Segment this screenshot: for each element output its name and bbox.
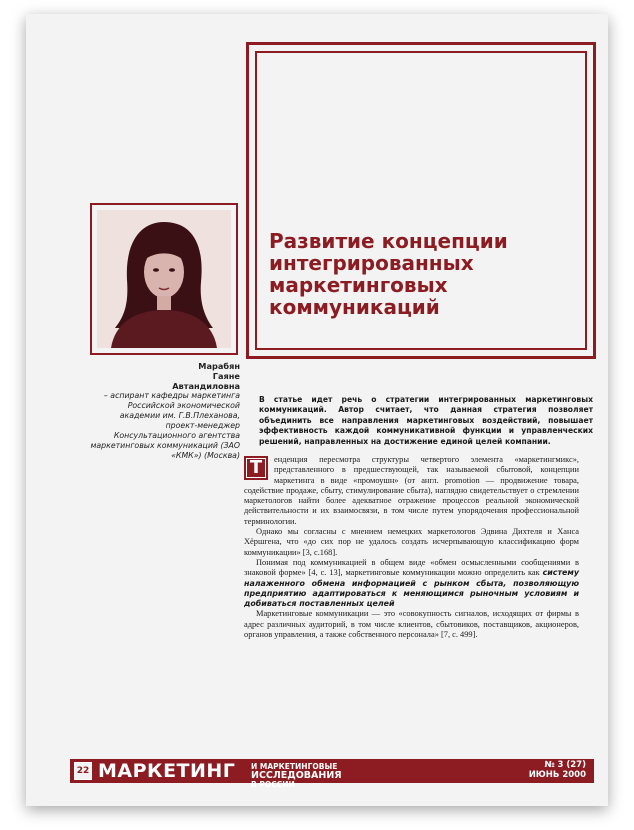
title-line: интегрированных: [269, 251, 474, 275]
issue-info: [529, 761, 586, 780]
journal-subtitle-line: [251, 771, 373, 789]
body-text: енденция пересмотра структуры четвертого элемента «маркетингмикс», представленного в предшествующей, так называемой сбытовой, концепции маркетинга в виде «промоушн» (от англ. promotion — продвижение товара, содействие продаже, сбыту, стимулирование сбыта), наглядно свидетельствует о стремлении маркетологов найти более адекватное отражение процессов реальной экономической действительности и их взаимосвязи, в том числе путем упорядочения профессиональной терминологии.: [244, 455, 579, 526]
body-paragraph: Однако мы согласны с мнением немецких маркетологов Эдвина Дихтеля и Ханса Хёршгена, что «до сих пор не удалось создать исчерпывающую классификацию форм коммуникации» [3, с.168].: [244, 527, 579, 557]
article-body: [244, 455, 579, 640]
issue-number: № 3 (27): [544, 760, 586, 770]
issue-date: ИЮНЬ 2000: [528, 769, 586, 780]
page-number: 22: [74, 762, 92, 780]
journal-subtitle-small: В РОССИИ: [251, 780, 295, 789]
magazine-page: [26, 14, 608, 806]
title-line: маркетинговых: [269, 273, 448, 297]
author-photo: [97, 210, 231, 348]
drop-cap: Т: [244, 456, 268, 480]
title-line: Развитие концепции: [269, 229, 508, 253]
author-name-line: Автандиловна: [172, 381, 240, 391]
emphasized-definition: систему налаженного обмена информацией с рынком сбыта, позволяющую предприятию адаптироваться к меняющимся рыночным условиям и добиваться поставленных целей: [244, 568, 579, 609]
author-photo-frame: [90, 203, 238, 355]
body-paragraph: Маркетинговые коммуникации — это «совокупность сигналов, исходящих от фирмы в адрес различных аудиторий, в том числе клиентов, сбытовиков, поставщиков, акционеров, органов управления, а также собственного персонала» [7, с. 499].: [244, 609, 579, 640]
portrait-image: [97, 210, 231, 348]
author-info: [86, 361, 240, 461]
author-bio: – аспирант кафедры маркетинга Российской экономической академии им. Г.В.Плеханова, проект-менеджер Консультационного агентства маркетинговых коммуникаций (ЗАО «КМК») (Москва): [90, 391, 240, 460]
journal-brand: МАРКЕТИНГ: [98, 760, 236, 782]
author-name-line: Гаяне: [212, 371, 240, 381]
journal-subtitle-line: И МАРКЕТИНГОВЫЕ: [251, 762, 338, 771]
body-paragraph: [244, 558, 579, 609]
author-name-line: Марабян: [198, 361, 240, 371]
article-lead: В статье идет речь о стратегии интегрированных маркетинговых коммуникаций. Автор считает, что данная стратегия позволяет объединить все направления маркетинговых воздействий, повышает эффективность каждой коммуникативной функции и управленческих решений, направленных на достижение единой целей компании.: [259, 395, 593, 446]
body-paragraph: [244, 455, 579, 527]
journal-subtitle-big: ИССЛЕДОВАНИЯ: [251, 770, 342, 781]
page-footer: [70, 759, 594, 789]
body-text: Понимая под коммуникацией в общем виде «обмен осмысленными сообщениями в знаковой форме» [4, с. 13], маркетинговые коммуникации можно определить как: [244, 557, 579, 578]
article-title: [269, 230, 589, 318]
title-line: коммуникаций: [269, 295, 440, 319]
journal-subtitle: [251, 762, 373, 789]
